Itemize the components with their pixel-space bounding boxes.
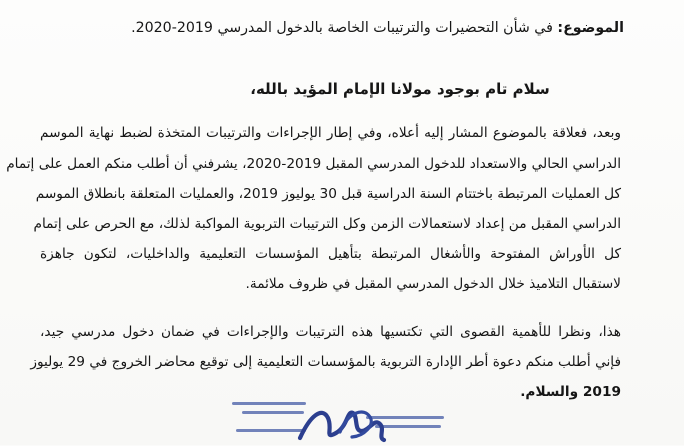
paragraph-2-line-2: فإني أطلب منكم دعوة أطر الإدارة التربوية بالمؤسسات التعليمية إلى توقيع محاضر الخروج في 29 يوليوز — [30, 354, 621, 370]
subject-label: الموضوع: — [557, 20, 624, 36]
subject-text: في شأن التحضيرات والترتيبات الخاصة بالدخول المدرسي 2019-2020. — [131, 20, 553, 36]
signature-stamp — [230, 398, 450, 446]
paragraph-1-line-6: لاستقبال التلاميذ خلال الدخول المدرسي المقبل في ظروف ملائمة. — [245, 276, 621, 292]
paragraph-1-line-5: كل الأوراش المفتوحة والأشغال المرتبطة بتأهيل المؤسسات التعليمية والداخليات، لتكون جاهزة — [40, 246, 621, 262]
salutation: سلام تام بوجود مولانا الإمام المؤيد بالله، — [250, 80, 550, 98]
paragraph-2-line-1: هذا، ونظرا للأهمية القصوى التي تكتسيها هذه الترتيبات والإجراءات في ضمان دخول مدرسي جيد، — [40, 324, 621, 340]
paragraph-1-line-3: كل العمليات المرتبطة باختتام السنة الدراسية قبل 30 يوليوز 2019، والعمليات المتعلقة بانطلاق الموسم — [35, 186, 621, 202]
paragraph-2-line-3: 2019 والسلام. — [520, 384, 621, 400]
subject-line — [131, 18, 624, 38]
paragraph-1-line-2: الدراسي الحالي والاستعداد للدخول المدرسي المقبل 2019-2020، يشرفني أن أطلب منكم العمل على إتمام — [6, 156, 621, 172]
stamp-text — [232, 402, 444, 432]
paragraph-1-line-4: الدراسي المقبل من إعداد لاستعمالات الزمن وكل الترتيبات التربوية المواكبة لذلك، مع الحرص على إتمام — [33, 216, 621, 232]
paragraph-1-line-1: وبعد، فعلاقة بالموضوع المشار إليه أعلاه، وفي إطار الإجراءات والترتيبات المتخذة لضبط نهاية الموسم — [40, 125, 621, 141]
